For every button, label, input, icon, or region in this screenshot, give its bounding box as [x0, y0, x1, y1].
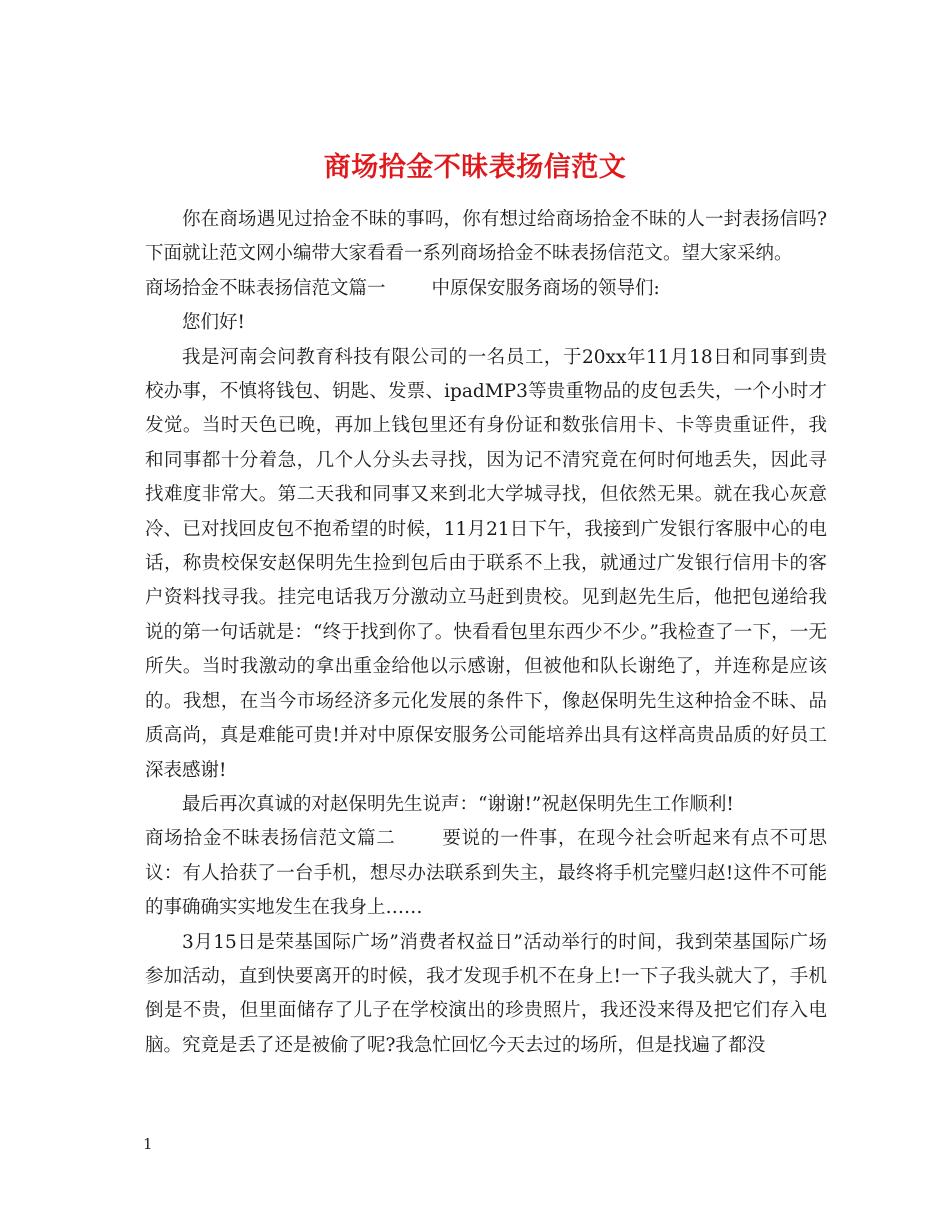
section2-label: 商场拾金不昧表扬信范文篇二 — [145, 828, 396, 850]
intro-paragraph: 你在商场遇见过拾金不昧的事吗，你有想过给商场拾金不昧的人一封表扬信吗?下面就让范文网小编带大家看看一系列商场拾金不昧表扬信范文。望大家采纳。 — [145, 209, 827, 265]
section2-opening: 要说的一件事，在现今社会听起来有点不可思议：有人拾获了一台手机，想尽办法联系到失主，最终将手机完璧归赵!这件不可能的事确确实实地发生在我身上…… — [145, 828, 827, 919]
section1-closing-paragraph: 最后再次真诚的对赵保明先生说声：“谢谢!”祝赵保明先生工作顺利! — [182, 793, 734, 815]
document-title: 商场拾金不昧表扬信范文 — [323, 152, 627, 184]
section1-heading-line — [145, 272, 827, 306]
section1-label: 商场拾金不昧表扬信范文篇一 — [145, 277, 386, 299]
page-number: 1 — [143, 1135, 153, 1153]
section1-body-paragraph: 我是河南会问教育科技有限公司的一名员工，于20xx年11月18日和同事到贵校办事，不慎将钱包、钥匙、发票、ipadMP3等贵重物品的皮包丢失，一个小时才发觉。当时天色已晚，再加上钱包里还有身份证和数张信用卡、卡等贵重证件，我和同事都十分着急，几个人分头去寻找，因为记不清究竟在何时何地丢失，因此寻找难度非常大。第二天我和同事又来到北大学城寻找，但依然无果。就在我心灰意冷、已对找回皮包不抱希望的时候，11月21日下午，我接到广发银行客服中心的电话，称贵校保安赵保明先生捡到包后由于联系不上我，就通过广发银行信用卡的客户资料找寻我。挂完电话我万分激动立马赶到贵校。见到赵先生后，他把包递给我说的第一句话就是：“终于找到你了。快看看包里东西少不少。”我检查了一下，一无所失。当时我激动的拿出重金给他以示感谢，但被他和队长谢绝了，并连称是应该的。我想，在当今市场经济多元化发展的条件下，像赵保明先生这种拾金不昧、品质高尚，真是难能可贵!并对中原保安服务公司能培养出具有这样高贵品质的好员工深表感谢! — [145, 346, 827, 781]
section2-body-paragraph: 3月15日是荣基国际广场”消费者权益日”活动举行的时间，我到荣基国际广场参加活动，直到快要离开的时候，我才发现手机不在身上!一下子我头就大了，手机倒是不贵，但里面储存了儿子在学校演出的珍贵照片，我还没来得及把它们存入电脑。究竟是丢了还是被偷了呢?我急忙回忆今天去过的场所，但是找遍了都没 — [145, 931, 827, 1056]
section1-salutation: 中原保安服务商场的领导们: — [431, 277, 660, 299]
section2-heading-paragraph — [145, 822, 827, 925]
greeting-paragraph: 您们好! — [182, 312, 245, 334]
document-body — [145, 203, 827, 1063]
